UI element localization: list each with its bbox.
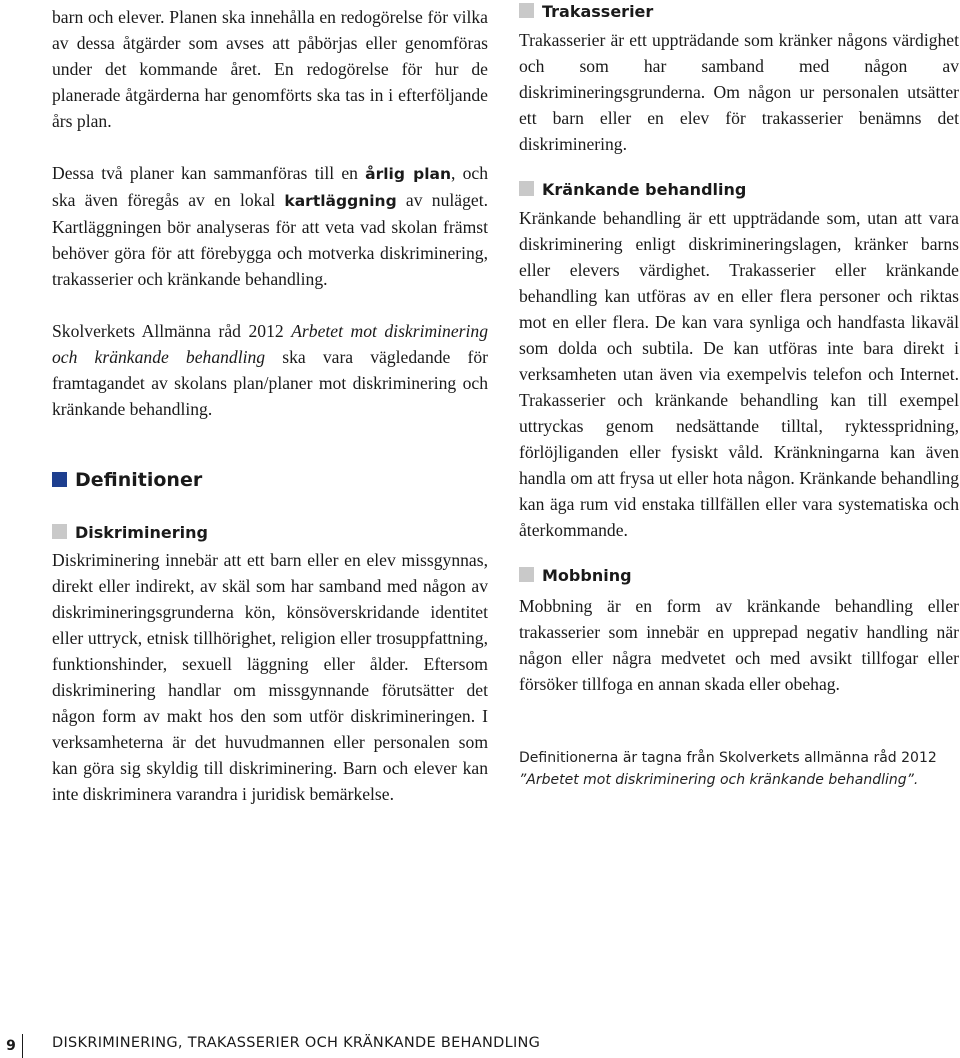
- left-column: [52, 0, 488, 807]
- subheading-diskriminering: [52, 522, 488, 544]
- planer-text-b: , och ska även föregås av en lokal: [52, 163, 489, 210]
- subheading-krankande-behandling: [519, 179, 959, 201]
- gray-square-icon: [519, 181, 534, 196]
- source-note-line2: [519, 769, 959, 791]
- page-footer: [0, 1024, 960, 1058]
- page-number: 9: [0, 1034, 23, 1058]
- running-head: DISKRIMINERING, TRAKASSERIER OCH KRÄNKANDE BEHANDLING: [52, 1035, 541, 1051]
- krankande-paragraph: Kränkande behandling är ett uppträdande som, utan att vara diskriminering enligt diskrimineringslagen, kränker barns eller elevers värdighet. Trakasserier eller kränkande behandling kan utföras av en eller flera personer och riktas mot en eller flera. De kan vara synliga och handfasta likaväl som dolda och subtila. De kan utföras inte bara direkt i verksamheten utan även via exempelvis telefon och Internet. Trakasserier och kränkande behandling kan till exempel uttryckas genom nedsättande tilltal, ryktesspridning, förlöjliganden eller fysiskt våld. Kränkningarna kan även handla om att frysa ut eller hota någon. Kränkande behandling kan äga rum vid enstaka tillfällen eller vara systematiska och återkommande.: [519, 208, 959, 540]
- subheading-krankande-text: Kränkande behandling: [542, 180, 747, 199]
- blue-square-icon: [52, 472, 67, 487]
- trakasserier-paragraph: Trakasserier är ett uppträdande som kränker någons värdighet och som har samband med någon av diskrimineringsgrunderna. Om någon ur personalen utsätter ett barn eller en elev för trakasserier benämns det diskriminering.: [519, 30, 959, 154]
- source-note-line1: Definitionerna är tagna från Skolverkets allmänna råd 2012: [519, 750, 937, 766]
- diskriminering-paragraph: Diskriminering innebär att ett barn eller en elev missgynnas, direkt eller indirekt, av skäl som har samband med någon av diskrimineringsgrunderna kön, könsöverskridande identitet eller uttryck, etnisk tillhörighet, religion eller trosuppfattning, funktionshinder, sexuell läggning eller ålder. Eftersom diskriminering handlar om missgynnande förutsätter det någon form av makt hos den som utför diskrimineringen. I verksamheterna är det huvudmannen eller personalen som kan göra sig skyldig till diskriminering. Barn och elever kan inte diskriminera varandra i juridisk bemärkelse.: [52, 550, 488, 804]
- keyword-kartlaggning: kartläggning: [284, 192, 397, 210]
- planer-paragraph: [52, 160, 488, 292]
- section-heading-definitioner: [52, 468, 488, 492]
- subheading-mobbning-text: Mobbning: [542, 566, 632, 585]
- source-note-title: ”Arbetet mot diskriminering och kränkande behandling”.: [519, 772, 919, 788]
- subheading-diskriminering-text: Diskriminering: [75, 523, 208, 542]
- skolverket-text-b: ska vara vägledande för framtagandet av skolans plan/planer mot diskriminering och kränkande behandling.: [52, 347, 489, 419]
- skolverket-title: Arbetet mot diskriminering och kränkande behandling: [52, 321, 488, 367]
- keyword-arlig-plan: årlig plan: [365, 165, 452, 183]
- right-column: [519, 0, 959, 791]
- subheading-trakasserier: [519, 1, 959, 23]
- source-note: [519, 747, 959, 791]
- skolverket-paragraph: [52, 318, 488, 422]
- section-heading-text: Definitioner: [75, 469, 203, 491]
- gray-square-icon: [52, 524, 67, 539]
- planer-text-c: av nuläget. Kartläggningen bör analyseras för att veta vad skolan främst behöver göra för att förebygga och motverka diskriminering, trakasserier och kränkande behandling.: [52, 190, 488, 289]
- gray-square-icon: [519, 3, 534, 18]
- subheading-mobbning: [519, 565, 959, 587]
- subheading-trakasserier-text: Trakasserier: [542, 2, 654, 21]
- planer-text-a: Dessa två planer kan sammanföras till en: [52, 163, 366, 183]
- gray-square-icon: [519, 567, 534, 582]
- intro-paragraph: barn och elever. Planen ska innehålla en redogörelse för vilka av dessa åtgärder som avses att påbörjas eller genomföras under det kommande året. En redogörelse för hur de planerade åtgärderna har genomförts ska tas in i efterföljande års plan.: [52, 7, 488, 131]
- skolverket-text-a: Skolverkets Allmänna råd 2012: [52, 321, 292, 341]
- mobbning-paragraph: Mobbning är en form av kränkande behandling eller trakasserier som innebär en upprepad negativ handling när någon eller några medvetet och med avsikt tillfogar eller försöker tillfoga en annan skada eller obehag.: [519, 596, 959, 694]
